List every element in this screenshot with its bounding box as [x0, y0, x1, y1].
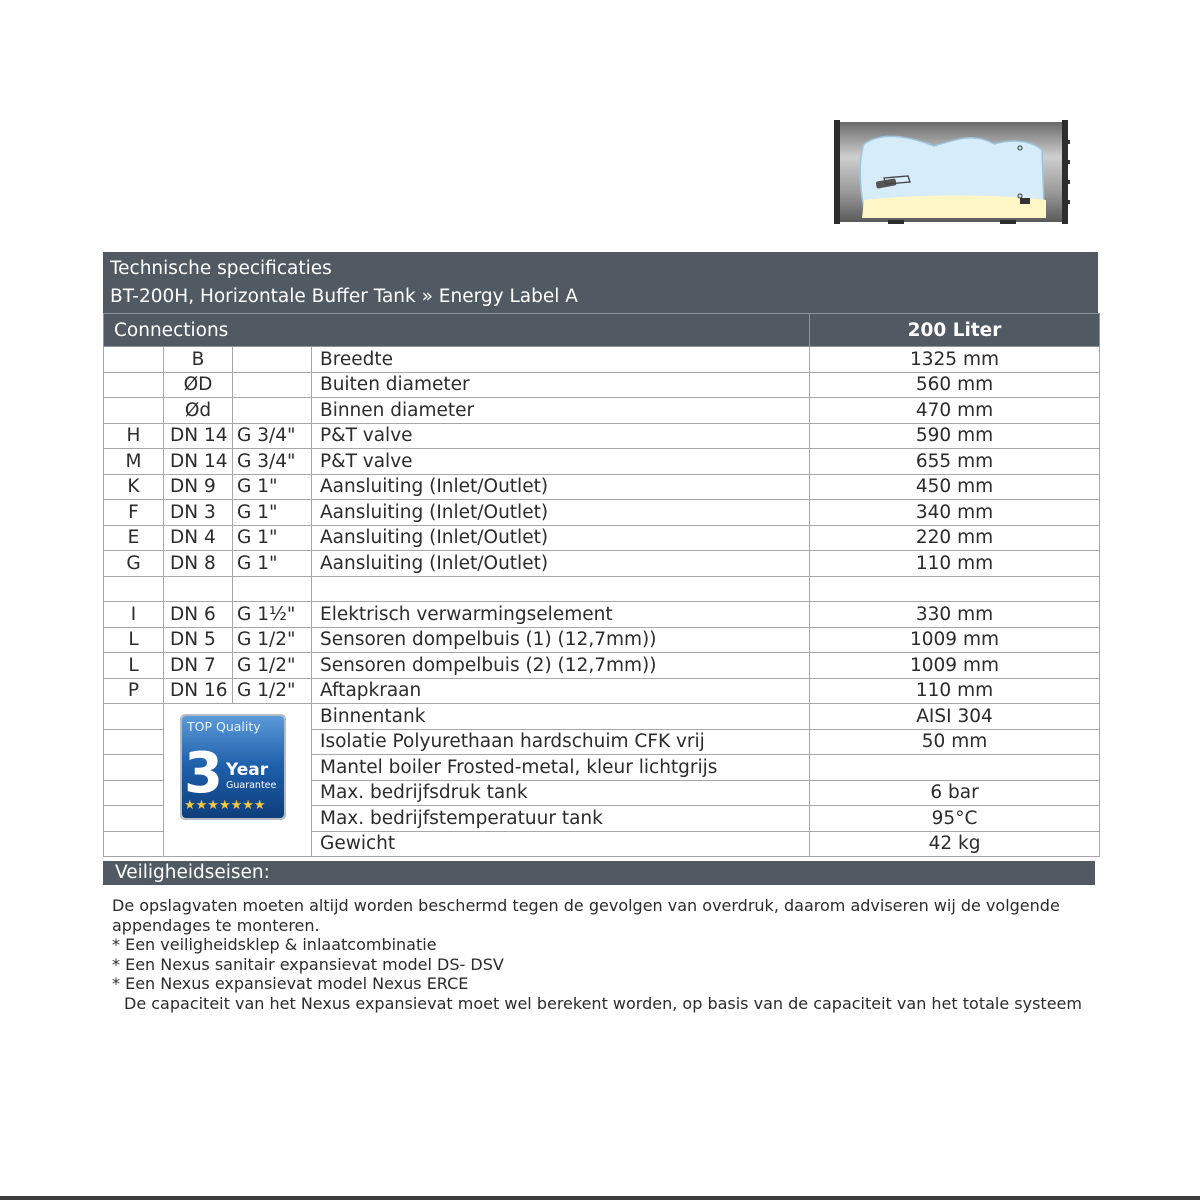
row-label: G: [104, 551, 164, 577]
row-desc: Breedte: [312, 347, 810, 373]
row-desc: Max. bedrijfsdruk tank: [312, 780, 810, 806]
row-g: G 1/2": [233, 678, 312, 704]
row-desc: Max. bedrijfstemperatuur tank: [312, 806, 810, 832]
row-label: L: [104, 627, 164, 653]
row-value: 450 mm: [810, 474, 1100, 500]
row-label: [104, 831, 164, 857]
row-label: [104, 780, 164, 806]
row-desc: Aansluiting (Inlet/Outlet): [312, 500, 810, 526]
row-value: 1325 mm: [810, 347, 1100, 373]
capacity-label: 200 Liter: [810, 314, 1100, 347]
row-desc: P&T valve: [312, 423, 810, 449]
row-dn: DN 16: [164, 678, 233, 704]
row-value: 560 mm: [810, 372, 1100, 398]
table-row-empty: [104, 576, 1100, 602]
row-dn: DN 6: [164, 602, 233, 628]
row-g: G 1": [233, 474, 312, 500]
safety-intro: De opslagvaten moeten altijd worden beschermd tegen de gevolgen van overdruk, daarom adviseren wij de volgende appendages te monteren.: [112, 896, 1060, 935]
row-g: [233, 398, 312, 424]
row-dn: DN 5: [164, 627, 233, 653]
tank-illustration: [834, 120, 1070, 226]
table-row: [104, 678, 1100, 704]
spec-table: [103, 313, 1100, 857]
row-desc: Aansluiting (Inlet/Outlet): [312, 551, 810, 577]
badge-year: Year: [226, 760, 269, 780]
safety-title: Veiligheidseisen:: [103, 861, 1095, 885]
row-value: 470 mm: [810, 398, 1100, 424]
table-row: [104, 372, 1100, 398]
row-value: 110 mm: [810, 678, 1100, 704]
row-desc: Isolatie Polyurethaan hardschuim CFK vrij: [312, 729, 810, 755]
row-desc: Sensoren dompelbuis (2) (12,7mm)): [312, 653, 810, 679]
table-row: [104, 449, 1100, 475]
row-g: G 1": [233, 525, 312, 551]
spec-header: [103, 252, 1098, 313]
row-g: [233, 576, 312, 602]
table-row: [104, 704, 1100, 730]
row-value: 42 kg: [810, 831, 1100, 857]
connections-label: Connections: [104, 314, 810, 347]
row-label: [104, 755, 164, 781]
table-row: [104, 627, 1100, 653]
safety-note: De capaciteit van het Nexus expansievat moet wel berekent worden, op basis van de capaciteit van het totale systeem: [124, 993, 1082, 1013]
row-desc: Aansluiting (Inlet/Outlet): [312, 525, 810, 551]
row-value: 50 mm: [810, 729, 1100, 755]
row-desc: Sensoren dompelbuis (1) (12,7mm)): [312, 627, 810, 653]
row-desc: Binnen diameter: [312, 398, 810, 424]
row-value: 6 bar: [810, 780, 1100, 806]
badge-number: 3: [184, 741, 223, 806]
badge-stars: ★★★★★★★: [184, 798, 266, 813]
row-dn: DN 8: [164, 551, 233, 577]
safety-item: * Een veiligheidsklep & inlaatcombinatie: [112, 935, 437, 955]
row-label: L: [104, 653, 164, 679]
row-desc: [312, 576, 810, 602]
row-value: 110 mm: [810, 551, 1100, 577]
row-dn: DN 14: [164, 423, 233, 449]
table-row: [104, 423, 1100, 449]
row-g: G 1": [233, 500, 312, 526]
row-label: M: [104, 449, 164, 475]
safety-item: * Een Nexus sanitair expansievat model DS- DSV: [112, 954, 504, 974]
table-row: [104, 525, 1100, 551]
row-label: [104, 576, 164, 602]
row-dn: [164, 576, 233, 602]
row-desc: Mantel boiler Frosted-metal, kleur lichtgrijs: [312, 755, 810, 781]
spec-title: Technische specificaties: [110, 258, 332, 279]
row-value: [810, 576, 1100, 602]
row-g: G 3/4": [233, 449, 312, 475]
table-row: [104, 500, 1100, 526]
row-value: 590 mm: [810, 423, 1100, 449]
row-label: F: [104, 500, 164, 526]
table-row: [104, 474, 1100, 500]
row-dn: B: [164, 347, 233, 373]
safety-notes: [112, 896, 1092, 1014]
guarantee-badge-cell: [164, 704, 312, 857]
row-label: K: [104, 474, 164, 500]
row-desc: Binnentank: [312, 704, 810, 730]
row-value: 330 mm: [810, 602, 1100, 628]
table-row: [104, 602, 1100, 628]
row-value: 1009 mm: [810, 627, 1100, 653]
row-dn: ØD: [164, 372, 233, 398]
table-row: [104, 347, 1100, 373]
row-label: [104, 704, 164, 730]
row-g: G 1/2": [233, 627, 312, 653]
badge-top-text: TOP Quality: [187, 719, 261, 734]
safety-item: * Een Nexus expansievat model Nexus ERCE: [112, 974, 469, 994]
row-label: H: [104, 423, 164, 449]
row-dn: DN 7: [164, 653, 233, 679]
row-value: 1009 mm: [810, 653, 1100, 679]
row-g: G 1½": [233, 602, 312, 628]
badge-guarantee: Guarantee: [226, 780, 277, 791]
spec-model: BT-200H, Horizontale Buffer Tank » Energy Label A: [110, 286, 578, 307]
row-dn: DN 9: [164, 474, 233, 500]
connections-header-row: [104, 314, 1100, 347]
row-desc: Elektrisch verwarmingselement: [312, 602, 810, 628]
row-label: [104, 729, 164, 755]
row-label: I: [104, 602, 164, 628]
row-label: [104, 372, 164, 398]
row-dn: Ød: [164, 398, 233, 424]
guarantee-badge: [178, 712, 288, 822]
row-g: G 3/4": [233, 423, 312, 449]
row-value: 95°C: [810, 806, 1100, 832]
bottom-divider: [0, 1196, 1200, 1200]
row-dn: DN 14: [164, 449, 233, 475]
row-label: E: [104, 525, 164, 551]
row-g: G 1/2": [233, 653, 312, 679]
row-value: 340 mm: [810, 500, 1100, 526]
row-value: 220 mm: [810, 525, 1100, 551]
row-desc: Buiten diameter: [312, 372, 810, 398]
row-label: [104, 398, 164, 424]
row-dn: DN 3: [164, 500, 233, 526]
row-desc: Gewicht: [312, 831, 810, 857]
row-dn: DN 4: [164, 525, 233, 551]
row-desc: Aansluiting (Inlet/Outlet): [312, 474, 810, 500]
row-g: [233, 347, 312, 373]
row-desc: P&T valve: [312, 449, 810, 475]
table-row: [104, 551, 1100, 577]
table-row: [104, 653, 1100, 679]
row-value: [810, 755, 1100, 781]
row-label: [104, 347, 164, 373]
row-label: P: [104, 678, 164, 704]
table-row: [104, 398, 1100, 424]
row-label: [104, 806, 164, 832]
row-value: AISI 304: [810, 704, 1100, 730]
row-value: 655 mm: [810, 449, 1100, 475]
row-desc: Aftapkraan: [312, 678, 810, 704]
row-g: G 1": [233, 551, 312, 577]
row-g: [233, 372, 312, 398]
